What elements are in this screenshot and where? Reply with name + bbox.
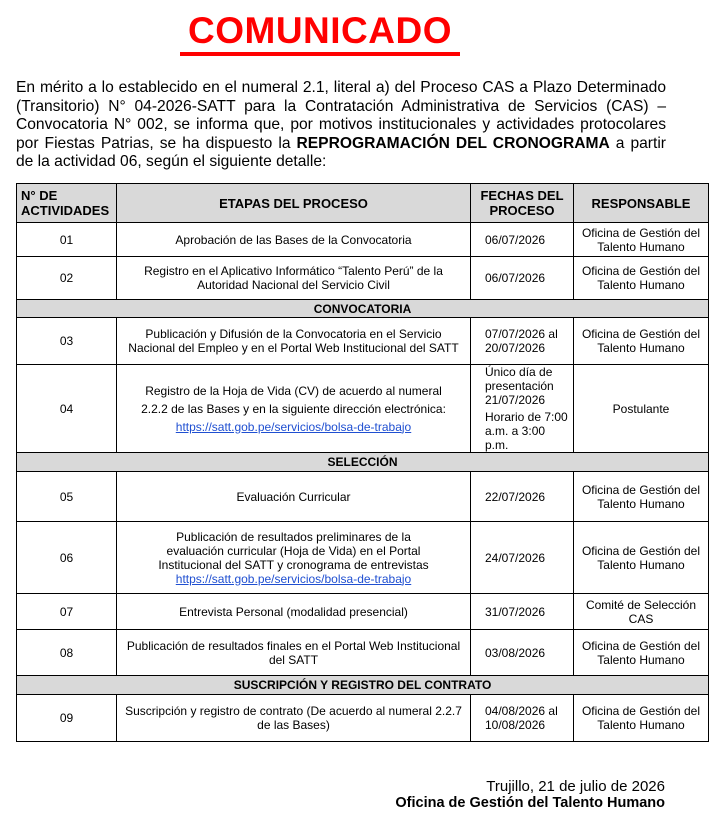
row-resp: Postulante	[574, 365, 709, 453]
bolsa-trabajo-link[interactable]: https://satt.gob.pe/servicios/bolsa-de-trabajo	[175, 571, 412, 586]
row-etapa: Suscripción y registro de contrato (De acuerdo al numeral 2.2.7 de las Bases)	[117, 695, 471, 742]
row-num: 09	[17, 695, 117, 742]
table-row	[17, 257, 709, 300]
footer-date: Trujillo, 21 de julio de 2026	[486, 778, 665, 795]
intro-text-1: En mérito a lo establecido en el numeral 2.1, literal a) del Proceso CAS a Plazo Determinado (Transitorio) N° 04-2026-SATT para la Contratación Administrativa de Servicios (CAS) – Convocatoria N° 002, se informa que, por motivos institucionales y actividades protocolares por Fiestas Patrias, se ha dispuesto la	[16, 79, 666, 152]
row-fecha: 24/07/2026	[471, 522, 574, 594]
row-num: 01	[17, 223, 117, 257]
row-etapa: Evaluación Curricular	[117, 472, 471, 522]
table-row	[17, 318, 709, 365]
table-header-row	[17, 184, 709, 223]
row-etapa-text: Publicación de resultados preliminares de la evaluación curricular (Hoja de Vida) en el Portal Institucional del SATT y cronograma de entrevistas	[158, 529, 429, 572]
intro-paragraph	[16, 79, 666, 172]
section-suscripcion: SUSCRIPCIÓN Y REGISTRO DEL CONTRATO	[17, 676, 709, 695]
row-fecha: 22/07/2026	[471, 472, 574, 522]
intro-text-2: a partir de la actividad 06, según el siguiente detalle:	[16, 134, 666, 170]
section-row	[17, 676, 709, 695]
row-resp: Oficina de Gestión del Talento Humano	[574, 695, 709, 742]
table-row	[17, 630, 709, 676]
row-fecha: 31/07/2026	[471, 594, 574, 630]
row-fecha: 04/08/2026 al 10/08/2026	[471, 695, 574, 742]
row-etapa: Registro en el Aplicativo Informático “Talento Perú” de la Autoridad Nacional del Servicio Civil	[117, 257, 471, 300]
section-seleccion: SELECCIÓN	[17, 453, 709, 472]
row-resp: Oficina de Gestión del Talento Humano	[574, 630, 709, 676]
header-num: N° DE ACTIVIDADES	[17, 184, 117, 223]
row-fecha	[471, 365, 574, 453]
bolsa-trabajo-link[interactable]: https://satt.gob.pe/servicios/bolsa-de-trabajo	[175, 419, 412, 434]
row-num: 02	[17, 257, 117, 300]
row-num: 03	[17, 318, 117, 365]
row-num: 08	[17, 630, 117, 676]
header-fecha: FECHAS DEL PROCESO	[471, 184, 574, 223]
row-fecha: 07/07/2026 al 20/07/2026	[471, 318, 574, 365]
row-etapa: Aprobación de las Bases de la Convocatoria	[117, 223, 471, 257]
section-convocatoria: CONVOCATORIA	[17, 300, 709, 318]
row-etapa: Publicación de resultados finales en el Portal Web Institucional del SATT	[117, 630, 471, 676]
footer-office: Oficina de Gestión del Talento Humano	[395, 795, 665, 811]
row-fecha: 06/07/2026	[471, 223, 574, 257]
header-resp: RESPONSABLE	[574, 184, 709, 223]
row-etapa: Publicación y Difusión de la Convocatoria en el Servicio Nacional del Empleo y en el Portal Web Institucional del SATT	[117, 318, 471, 365]
row-resp: Oficina de Gestión del Talento Humano	[574, 223, 709, 257]
table-row	[17, 695, 709, 742]
table-row	[17, 594, 709, 630]
table-row	[17, 522, 709, 594]
row-resp: Comité de Selección CAS	[574, 594, 709, 630]
row-fecha-text: Único día de presentación 21/07/2026	[485, 365, 554, 407]
section-row	[17, 453, 709, 472]
document-title: COMUNICADO	[188, 10, 452, 51]
schedule-table	[16, 183, 709, 742]
row-num: 07	[17, 594, 117, 630]
row-fecha: 03/08/2026	[471, 630, 574, 676]
row-etapa	[117, 522, 471, 594]
row-resp: Oficina de Gestión del Talento Humano	[574, 522, 709, 594]
table-row	[17, 365, 709, 453]
row-num: 06	[17, 522, 117, 594]
row-num: 05	[17, 472, 117, 522]
row-num: 04	[17, 365, 117, 453]
table-row	[17, 223, 709, 257]
row-resp: Oficina de Gestión del Talento Humano	[574, 472, 709, 522]
row-resp: Oficina de Gestión del Talento Humano	[574, 318, 709, 365]
header-etapa: ETAPAS DEL PROCESO	[117, 184, 471, 223]
title-underline	[180, 52, 460, 56]
row-fecha-horario: Horario de 7:00 a.m. a 3:00 p.m.	[485, 410, 568, 452]
row-etapa: Entrevista Personal (modalidad presencial)	[117, 594, 471, 630]
row-fecha: 06/07/2026	[471, 257, 574, 300]
row-etapa-text: Registro de la Hoja de Vida (CV) de acuerdo al numeral 2.2.2 de las Bases y en la siguiente dirección electrónica:	[141, 383, 446, 416]
row-resp: Oficina de Gestión del Talento Humano	[574, 257, 709, 300]
section-row	[17, 300, 709, 318]
table-row	[17, 472, 709, 522]
intro-highlight: REPROGRAMACIÓN DEL CRONOGRAMA	[296, 134, 610, 152]
row-etapa	[117, 365, 471, 453]
